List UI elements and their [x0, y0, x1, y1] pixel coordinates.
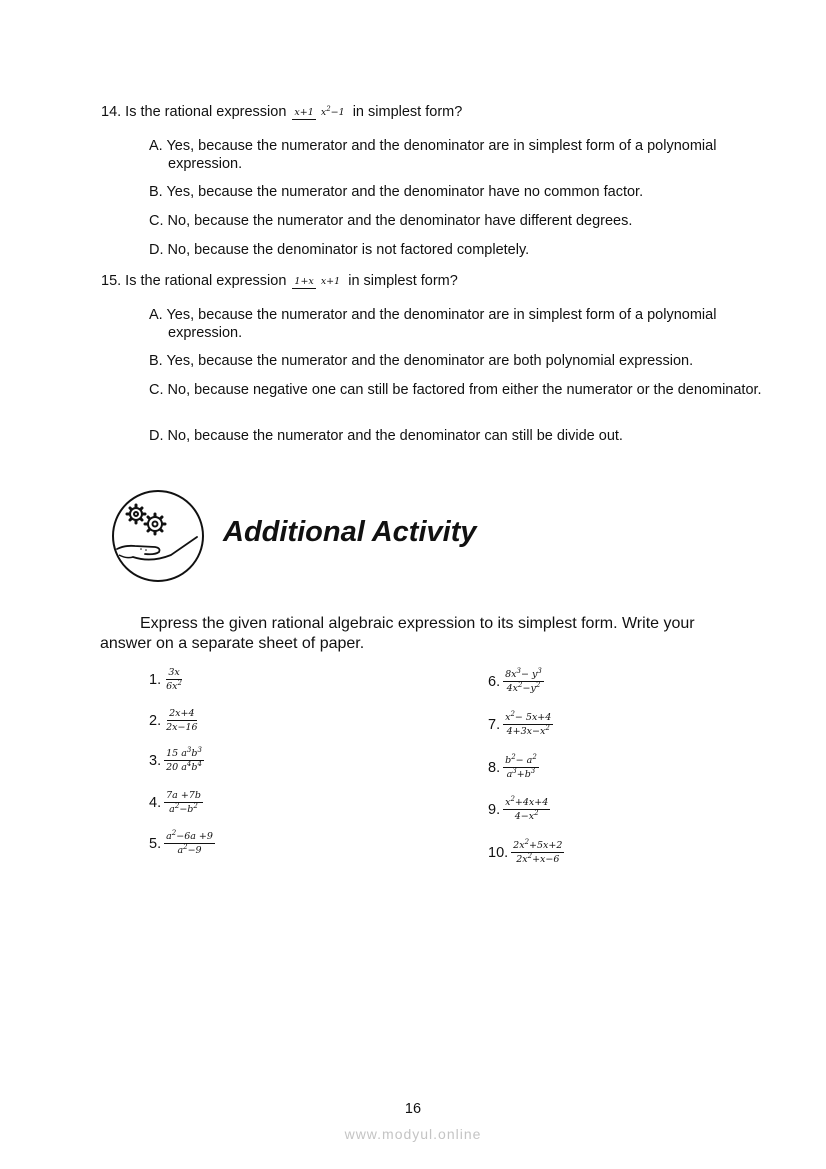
fraction-denominator: $4+3x-x^2$: [506, 723, 550, 737]
exercise-item: [149, 745, 204, 773]
exercise-number: 4.: [149, 794, 162, 811]
fraction-denominator: $a^2-9$: [177, 842, 202, 856]
q15-option-d: D. No, because the numerator and the denominator can still be divide out.: [149, 428, 623, 444]
exercise-item: [149, 828, 215, 856]
section-title: Additional Activity: [223, 516, 477, 548]
question-15-suffix: in simplest form?: [348, 273, 458, 289]
question-15-prefix: 15. Is the rational expression: [101, 273, 287, 289]
fraction-numerator: $b^2- a^2$: [505, 752, 537, 766]
fraction-numerator: $2x^2+5x+2$: [513, 837, 563, 851]
exercise-number: 7.: [488, 716, 501, 733]
exercise-item: [149, 667, 184, 692]
exercise-fraction: [164, 708, 199, 733]
fraction-denominator: $a^3+b^3$: [506, 766, 536, 780]
q14-option-a: A. Yes, because the numerator and the denominator are in simplest form of a polynomial expression.: [149, 138, 717, 172]
q14-option-c: C. No, because the numerator and the denominator have different degrees.: [149, 213, 633, 229]
question-15: [101, 272, 458, 290]
q15-option-b: B. Yes, because the numerator and the denominator are both polynomial expression.: [149, 353, 694, 369]
exercise-number: 2.: [149, 712, 162, 729]
fraction-numerator: $x^2+4x+4$: [505, 794, 549, 808]
question-14-suffix: in simplest form?: [352, 104, 463, 120]
q14-option-d: D. No, because the denominator is not factored completely.: [149, 242, 530, 258]
fraction-numerator: x+1: [294, 106, 314, 118]
exercise-fraction: [164, 828, 215, 856]
q14-option-b: B. Yes, because the numerator and the denominator have no common factor.: [149, 184, 644, 200]
fraction-denominator: x+1: [320, 275, 341, 287]
gears-hand-icon: [111, 489, 205, 583]
fraction-numerator: $a^2-6a +9$: [166, 828, 213, 842]
fraction-numerator: 7a +7b: [166, 790, 201, 801]
exercise-number: 6.: [488, 673, 501, 690]
exercise-item: [149, 790, 203, 815]
fraction-denominator: $6x^2$: [166, 678, 182, 692]
exercise-item: [488, 794, 550, 822]
exercise-number: 1.: [149, 671, 162, 688]
q15-option-c: C. No, because negative one can still be factored from either the numerator or the denominator.: [149, 382, 762, 398]
fraction-numerator: $x^2- 5x+4$: [505, 709, 552, 723]
exercise-fraction: [164, 667, 184, 692]
exercise-item: [488, 752, 539, 780]
watermark: www.modyul.online: [344, 1126, 482, 1142]
fraction-denominator: $4-x^2$: [514, 808, 539, 822]
exercise-fraction: [503, 666, 544, 694]
exercise-item: [149, 708, 200, 733]
question-14-fraction: [292, 104, 346, 118]
fraction-numerator: 15 $a^3b^3$: [166, 745, 202, 759]
page-number: 16: [404, 1101, 422, 1117]
exercise-number: 8.: [488, 759, 501, 776]
exercise-fraction: [503, 794, 550, 822]
fraction-numerator: $8x^3- y^3$: [505, 666, 542, 680]
exercise-item: [488, 837, 564, 865]
fraction-denominator: 2x−16: [166, 722, 198, 733]
exercise-number: 10.: [488, 844, 509, 861]
fraction-denominator: $2x^2+x-6$: [516, 851, 560, 865]
instructions: Express the given rational algebraic expression to its simplest form. Write your answer on a separate sheet of paper.: [100, 615, 695, 652]
question-15-fraction: [292, 276, 342, 287]
fraction-denominator: 20 $a^4b^4$: [166, 759, 202, 773]
exercise-fraction: [511, 837, 564, 865]
fraction-numerator: 3x: [168, 667, 180, 678]
fraction-denominator: $4x^2-y^2$: [506, 680, 541, 694]
q15-option-a: A. Yes, because the numerator and the denominator are in simplest form of a polynomial expression.: [149, 307, 717, 341]
fraction-numerator: 2x+4: [169, 708, 195, 719]
question-14-prefix: 14. Is the rational expression: [101, 104, 287, 120]
question-14: [101, 103, 462, 121]
exercise-fraction: [503, 752, 539, 780]
fraction-denominator: $a^2-b^2$: [169, 801, 198, 815]
fraction-denominator: $x^2-1$: [320, 104, 345, 118]
exercise-number: 5.: [149, 835, 162, 852]
exercise-number: 3.: [149, 752, 162, 769]
exercise-number: 9.: [488, 801, 501, 818]
exercise-fraction: [503, 709, 553, 737]
exercise-item: [488, 709, 553, 737]
exercise-fraction: [164, 745, 204, 773]
fraction-numerator: 1+x: [294, 275, 314, 287]
exercise-item: [488, 666, 544, 694]
exercise-fraction: [164, 790, 203, 815]
